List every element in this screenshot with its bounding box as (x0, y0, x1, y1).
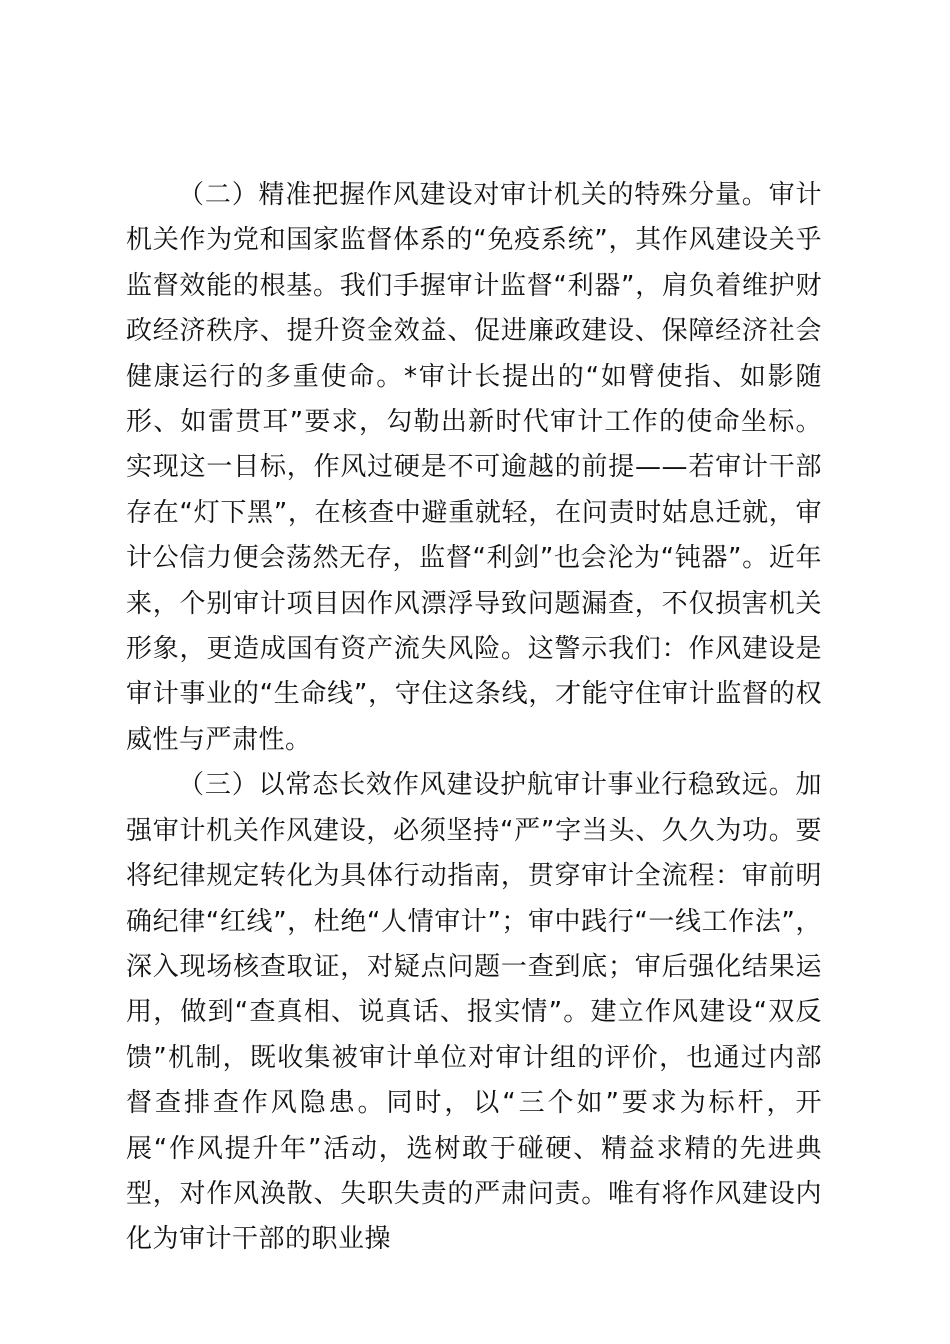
paragraph-section-two: （二）精准把握作风建设对审计机关的特殊分量。审计机关作为党和国家监督体系的“免疫系统”，其作风建设关乎监督效能的根基。我们手握审计监督“利器”，肩负着维护财政经济秩序、提升资金效益、促进廉政建设、保障经济社会健康运行的多重使命。*审计长提出的“如臂使指、如影随形、如雷贯耳”要求，勾勒出新时代审计工作的使命坐标。实现这一目标，作风过硬是不可逾越的前提——若审计干部存在“灯下黑”，在核查中避重就轻，在问责时姑息迁就，审计公信力便会荡然无存，监督“利剑”也会沦为“钝器”。近年来，个别审计项目因作风漂浮导致问题漏查，不仅损害机关形象，更造成国有资产流失风险。这警示我们：作风建设是审计事业的“生命线”，守住这条线，才能守住审计监督的权威性与严肃性。 (126, 180, 822, 755)
document-body (126, 173, 822, 1263)
paragraph-section-three: （三）以常态长效作风建设护航审计事业行稳致远。加强审计机关作风建设，必须坚持“严”字当头、久久为功。要将纪律规定转化为具体行动指南，贯穿审计全流程：审前明确纪律“红线”，杜绝“人情审计”；审中践行“一线工作法”，深入现场核查取证，对疑点问题一查到底；审后强化结果运用，做到“查真相、说真话、报实情”。建立作风建设“双反馈”机制，既收集被审计单位对审计组的评价，也通过内部督查排查作风隐患。同时，以“三个如”要求为标杆，开展“作风提升年”活动，选树敢于碰硬、精益求精的先进典型，对作风涣散、失职失责的严肃问责。唯有将作风建设内化为审计干部的职业操 (126, 770, 822, 1255)
